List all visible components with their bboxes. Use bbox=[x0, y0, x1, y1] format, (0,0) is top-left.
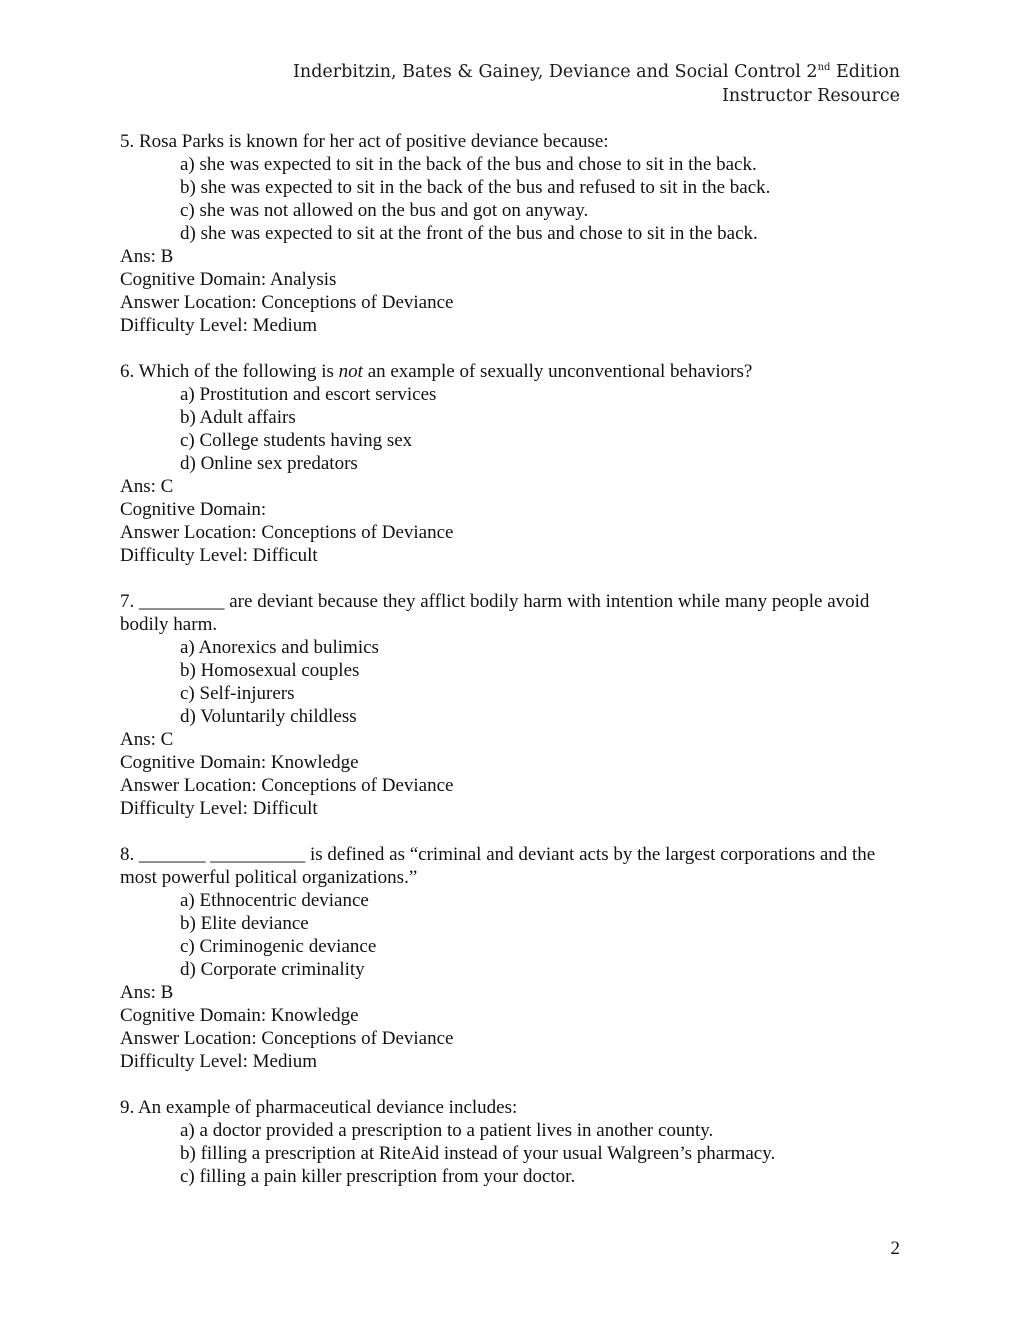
question-stem: 7. _________ are deviant because they afflict bodily harm with intention while many people avoid bodily harm. bbox=[120, 591, 870, 635]
question-list bbox=[120, 130, 900, 1211]
question-9 bbox=[120, 1096, 900, 1188]
cognitive-domain: Cognitive Domain: Analysis bbox=[120, 269, 337, 290]
header-edition-text: Edition bbox=[830, 62, 900, 82]
answer-option-b: b) filling a prescription at RiteAid instead of your usual Walgreen’s pharmacy. bbox=[180, 1143, 776, 1164]
answer-key: Ans: B bbox=[120, 982, 174, 1003]
question-stem: 5. Rosa Parks is known for her act of positive deviance because: bbox=[120, 131, 609, 152]
difficulty-level: Difficulty Level: Difficult bbox=[120, 545, 318, 566]
difficulty-level: Difficulty Level: Difficult bbox=[120, 798, 318, 819]
answer-key: Ans: C bbox=[120, 729, 174, 750]
emphasis-text: not bbox=[338, 361, 363, 382]
cognitive-domain: Cognitive Domain: Knowledge bbox=[120, 1005, 359, 1026]
header-title-line bbox=[293, 60, 900, 84]
answer-location: Answer Location: Conceptions of Deviance bbox=[120, 292, 454, 313]
answer-option-b: b) she was expected to sit in the back of the bus and refused to sit in the back. bbox=[180, 177, 771, 198]
question-7 bbox=[120, 590, 900, 820]
answer-location: Answer Location: Conceptions of Deviance bbox=[120, 775, 454, 796]
difficulty-level: Difficulty Level: Medium bbox=[120, 1051, 317, 1072]
answer-option-a: a) Ethnocentric deviance bbox=[180, 890, 369, 911]
answer-option-b: b) Adult affairs bbox=[180, 407, 296, 428]
answer-option-d: d) Online sex predators bbox=[180, 453, 358, 474]
question-stem: 9. An example of pharmaceutical deviance includes: bbox=[120, 1097, 518, 1118]
answer-option-b: b) Elite deviance bbox=[180, 913, 309, 934]
answer-option-a: a) she was expected to sit in the back of the bus and chose to sit in the back. bbox=[180, 154, 757, 175]
difficulty-level: Difficulty Level: Medium bbox=[120, 315, 317, 336]
answer-key: Ans: C bbox=[120, 476, 174, 497]
header-edition-superscript: nd bbox=[817, 62, 831, 73]
page-header bbox=[293, 60, 900, 108]
page-number: 2 bbox=[890, 1238, 900, 1259]
answer-option-a: a) Anorexics and bulimics bbox=[180, 637, 379, 658]
question-6 bbox=[120, 360, 900, 567]
question-stem: 8. _______ __________ is defined as “criminal and deviant acts by the largest corporations and the most powerful political organizations.” bbox=[120, 844, 876, 888]
answer-location: Answer Location: Conceptions of Deviance bbox=[120, 522, 454, 543]
question-5 bbox=[120, 130, 900, 337]
cognitive-domain: Cognitive Domain: bbox=[120, 499, 267, 520]
answer-option-a: a) a doctor provided a prescription to a patient lives in another county. bbox=[180, 1120, 714, 1141]
answer-option-c: c) filling a pain killer prescription from your doctor. bbox=[180, 1166, 576, 1187]
header-title-text: Inderbitzin, Bates & Gainey, Deviance and Social Control 2 bbox=[293, 62, 818, 82]
answer-option-d: d) Voluntarily childless bbox=[180, 706, 357, 727]
question-stem: 6. Which of the following is not an example of sexually unconventional behaviors? bbox=[120, 361, 753, 382]
answer-option-d: d) Corporate criminality bbox=[180, 959, 365, 980]
answer-option-b: b) Homosexual couples bbox=[180, 660, 360, 681]
answer-option-c: c) Self-injurers bbox=[180, 683, 295, 704]
cognitive-domain: Cognitive Domain: Knowledge bbox=[120, 752, 359, 773]
answer-option-c: c) Criminogenic deviance bbox=[180, 936, 377, 957]
answer-option-c: c) she was not allowed on the bus and got on anyway. bbox=[180, 200, 589, 221]
answer-option-a: a) Prostitution and escort services bbox=[180, 384, 437, 405]
answer-option-c: c) College students having sex bbox=[180, 430, 413, 451]
question-8 bbox=[120, 843, 900, 1073]
answer-location: Answer Location: Conceptions of Deviance bbox=[120, 1028, 454, 1049]
answer-key: Ans: B bbox=[120, 246, 174, 267]
header-subtitle: Instructor Resource bbox=[722, 86, 900, 106]
answer-option-d: d) she was expected to sit at the front of the bus and chose to sit in the back. bbox=[180, 223, 758, 244]
